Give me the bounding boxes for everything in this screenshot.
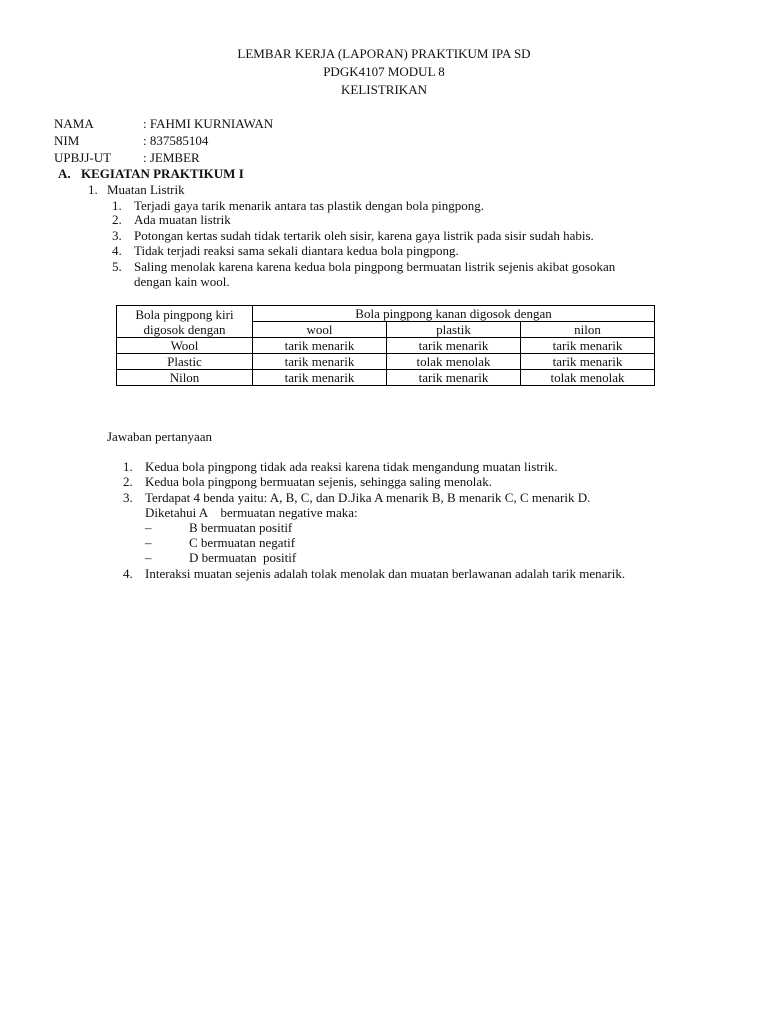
column-header: wool <box>253 322 387 338</box>
doc-topic: KELISTRIKAN <box>341 82 427 97</box>
table-cell: tarik menarik <box>387 338 521 354</box>
list-item: Terdapat 4 benda yaitu: A, B, C, dan D.Jika A menarik B, B menarik C, C menarik D. <box>145 490 591 505</box>
left-header-line2: digosok dengan <box>143 321 226 337</box>
list-item-number: 2. <box>123 474 133 489</box>
list-item-number: 1. <box>112 198 122 213</box>
list-item: Kedua bola pingpong tidak ada reaksi karena tidak mengandung muatan listrik. <box>145 459 558 474</box>
identity-label-nama: NAMA <box>54 116 94 131</box>
row-label: Plastic <box>117 354 253 370</box>
list-item-number: 4. <box>112 243 122 258</box>
left-header-cell <box>117 306 253 338</box>
table-header-row <box>117 306 655 322</box>
list-item-number: 3. <box>123 490 133 505</box>
list-item: Interaksi muatan sejenis adalah tolak menolak dan muatan berlawanan adalah tarik menarik. <box>145 566 626 581</box>
table-cell: tarik menarik <box>253 338 387 354</box>
section-title: KEGIATAN PRAKTIKUM I <box>81 166 244 181</box>
list-item: Potongan kertas sudah tidak tertarik oleh sisir, karena gaya listrik pada sisir sudah habis. <box>134 228 594 243</box>
answers-heading: Jawaban pertanyaan <box>107 429 213 444</box>
dash-item: B bermuatan positif <box>189 520 293 535</box>
top-header-cell: Bola pingpong kanan digosok dengan <box>253 306 655 322</box>
row-label: Nilon <box>117 370 253 386</box>
list-item: Kedua bola pingpong bermuatan sejenis, sehingga saling menolak. <box>145 474 492 489</box>
dash-marker: – <box>145 535 152 550</box>
table-cell: tarik menarik <box>521 338 655 354</box>
doc-course: PDGK4107 MODUL 8 <box>323 64 445 79</box>
list-item-number: 3. <box>112 228 122 243</box>
results-table <box>116 305 655 386</box>
identity-label-upbjj: UPBJJ-UT <box>54 150 112 165</box>
dash-marker: – <box>145 520 152 535</box>
table-cell: tarik menarik <box>387 370 521 386</box>
column-header: nilon <box>521 322 655 338</box>
list-item-continuation: Diketahui A bermuatan negative maka: <box>145 505 358 520</box>
list-item-number: 2. <box>112 212 122 227</box>
table-cell: tolak menolak <box>521 370 655 386</box>
identity-value-nim: : 837585104 <box>143 133 209 148</box>
table-cell: tarik menarik <box>521 354 655 370</box>
list-item-number: 1. <box>123 459 133 474</box>
identity-value-upbjj: : JEMBER <box>143 150 200 165</box>
subsection-title: Muatan Listrik <box>107 182 185 197</box>
list-item: Terjadi gaya tarik menarik antara tas plastik dengan bola pingpong. <box>134 198 484 213</box>
table-cell: tarik menarik <box>253 354 387 370</box>
dash-item: D bermuatan positif <box>189 550 297 565</box>
row-label: Wool <box>117 338 253 354</box>
list-item-number: 4. <box>123 566 133 581</box>
section-marker: A. <box>58 166 71 181</box>
table-cell: tolak menolak <box>387 354 521 370</box>
identity-value-nama: : FAHMI KURNIAWAN <box>143 116 274 131</box>
table-row <box>117 338 655 354</box>
column-header: plastik <box>387 322 521 338</box>
table-cell: tarik menarik <box>253 370 387 386</box>
list-item-number: 5. <box>112 259 122 274</box>
list-item: Ada muatan listrik <box>134 212 231 227</box>
dash-marker: – <box>145 550 152 565</box>
list-item: Tidak terjadi reaksi sama sekali diantara kedua bola pingpong. <box>134 243 459 258</box>
table-row <box>117 354 655 370</box>
doc-title: LEMBAR KERJA (LAPORAN) PRAKTIKUM IPA SD <box>237 46 531 61</box>
identity-label-nim: NIM <box>54 133 80 148</box>
list-item: Saling menolak karena karena kedua bola pingpong bermuatan listrik sejenis akibat gosokan <box>134 259 616 274</box>
dash-item: C bermuatan negatif <box>189 535 296 550</box>
table-row <box>117 370 655 386</box>
left-header-line1: Bola pingpong kiri <box>135 306 234 322</box>
subsection-marker: 1. <box>88 182 98 197</box>
list-item-continuation: dengan kain wool. <box>134 274 230 289</box>
